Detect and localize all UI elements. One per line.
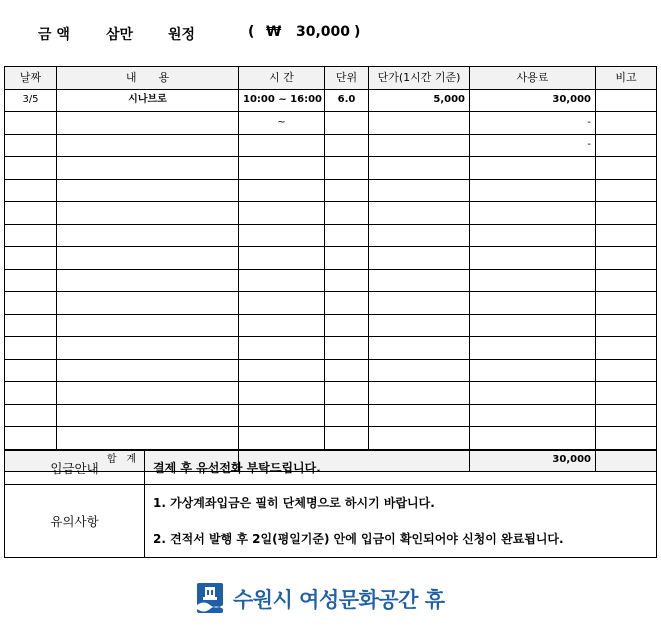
table-row: [5, 134, 657, 157]
empty-cell: [57, 157, 239, 180]
amount-hangul-2: 원정: [168, 27, 196, 43]
empty-cell: [369, 202, 470, 225]
empty-cell: [470, 269, 596, 292]
empty-cell: [369, 292, 470, 315]
empty-cell: [239, 157, 325, 180]
empty-cell: [596, 157, 657, 180]
empty-cell: [239, 314, 325, 337]
cell-unit-price: [369, 112, 470, 135]
empty-cell: [5, 202, 57, 225]
empty-cell: [369, 404, 470, 427]
empty-cell: [57, 427, 239, 450]
table-row: [5, 337, 657, 360]
empty-cell: [5, 179, 57, 202]
empty-cell: [5, 269, 57, 292]
cell-remark: [596, 89, 657, 112]
empty-cell: [369, 314, 470, 337]
empty-cell: [57, 247, 239, 270]
cell-unit: [325, 134, 369, 157]
empty-cell: [369, 157, 470, 180]
header-time: 시 간: [239, 67, 325, 90]
cell-date: 3/5: [5, 89, 57, 112]
empty-cell: [5, 427, 57, 450]
header-remark: 비고: [596, 67, 657, 90]
empty-cell: [325, 179, 369, 202]
empty-cell: [57, 404, 239, 427]
empty-cell: [369, 179, 470, 202]
header-unit-price: 단가(1시간 기준): [369, 67, 470, 90]
empty-cell: [470, 337, 596, 360]
empty-cell: [239, 269, 325, 292]
table-row: [5, 224, 657, 247]
cell-date: [5, 134, 57, 157]
notice-label: 유의사항: [5, 485, 145, 558]
empty-cell: [596, 359, 657, 382]
header-unit: 단위: [325, 67, 369, 90]
table-row: [5, 112, 657, 135]
empty-cell: [5, 359, 57, 382]
payment-row: [5, 451, 657, 485]
empty-cell: [596, 292, 657, 315]
empty-cell: [239, 247, 325, 270]
empty-cell: [596, 337, 657, 360]
cell-content: [57, 112, 239, 135]
cell-time: [239, 134, 325, 157]
table-row: [5, 269, 657, 292]
empty-cell: [596, 224, 657, 247]
empty-cell: [470, 292, 596, 315]
empty-cell: [325, 247, 369, 270]
cell-fee: -: [470, 112, 596, 135]
notice-item: 1. 가상계좌입금은 필히 단체명으로 하시기 바랍니다.: [153, 496, 435, 510]
empty-cell: [470, 202, 596, 225]
empty-cell: [470, 157, 596, 180]
amount-paren-open: (: [248, 24, 255, 40]
empty-cell: [57, 382, 239, 405]
usage-table: [4, 66, 657, 472]
total-value: 30,000: [470, 449, 596, 471]
empty-cell: [596, 427, 657, 450]
empty-cell: [369, 337, 470, 360]
cell-remark: [596, 112, 657, 135]
notice-text: [145, 485, 657, 558]
table-row: [5, 247, 657, 270]
cell-time: 10:00 ~ 16:00: [239, 89, 325, 112]
cell-content: 시나브로: [57, 89, 239, 112]
empty-cell: [239, 382, 325, 405]
empty-cell: [369, 224, 470, 247]
info-table: [4, 450, 657, 558]
org-name: 수원시 여성문화공간 휴: [233, 588, 445, 612]
cell-content: [57, 134, 239, 157]
table-row: [5, 427, 657, 450]
empty-cell: [57, 359, 239, 382]
empty-rows: [5, 157, 657, 450]
total-label: 합 계: [5, 449, 239, 471]
empty-cell: [325, 359, 369, 382]
empty-cell: [325, 224, 369, 247]
header-content: 내 용: [57, 67, 239, 90]
empty-cell: [470, 224, 596, 247]
empty-cell: [596, 382, 657, 405]
empty-cell: [470, 314, 596, 337]
empty-cell: [239, 292, 325, 315]
empty-cell: [596, 247, 657, 270]
empty-cell: [470, 359, 596, 382]
empty-cell: [596, 314, 657, 337]
empty-cell: [325, 202, 369, 225]
empty-cell: [5, 404, 57, 427]
cell-time: ~: [239, 112, 325, 135]
cell-unit-price: [369, 134, 470, 157]
header-fee: 사용료: [470, 67, 596, 90]
empty-cell: [325, 337, 369, 360]
table-header-row: [5, 67, 657, 90]
empty-cell: [470, 427, 596, 450]
empty-cell: [5, 224, 57, 247]
amount-line: [0, 24, 661, 46]
empty-cell: [57, 179, 239, 202]
empty-cell: [239, 224, 325, 247]
table-row: [5, 89, 657, 112]
header-date: 날짜: [5, 67, 57, 90]
payment-text: 결제 후 유선전화 부탁드립니다.: [145, 451, 657, 485]
cell-date: [5, 112, 57, 135]
empty-cell: [5, 292, 57, 315]
payment-label: 입금안내: [5, 451, 145, 485]
empty-cell: [57, 314, 239, 337]
empty-cell: [5, 247, 57, 270]
empty-cell: [325, 269, 369, 292]
tower-wave-icon: [196, 583, 226, 615]
notice-item: 2. 견적서 발행 후 2일(평일기준) 안에 입금이 확인되어야 신청이 완료됩니다.: [153, 532, 564, 546]
amount-hangul-1: 삼만: [106, 27, 134, 43]
empty-cell: [5, 157, 57, 180]
amount-label: 금 액: [38, 27, 70, 43]
notice-row: [5, 485, 657, 558]
cell-fee: -: [470, 134, 596, 157]
empty-cell: [57, 202, 239, 225]
table-row: [5, 292, 657, 315]
empty-cell: [325, 292, 369, 315]
empty-cell: [57, 337, 239, 360]
empty-cell: [596, 179, 657, 202]
empty-cell: [325, 404, 369, 427]
empty-cell: [325, 314, 369, 337]
empty-cell: [470, 404, 596, 427]
empty-cell: [239, 404, 325, 427]
amount-currency: ₩: [266, 24, 282, 40]
empty-cell: [369, 382, 470, 405]
empty-cell: [325, 157, 369, 180]
empty-cell: [5, 337, 57, 360]
empty-cell: [369, 359, 470, 382]
empty-cell: [596, 404, 657, 427]
empty-cell: [470, 179, 596, 202]
table-row: [5, 179, 657, 202]
table-row: [5, 359, 657, 382]
empty-cell: [596, 269, 657, 292]
table-row: [5, 382, 657, 405]
empty-cell: [369, 269, 470, 292]
empty-cell: [239, 427, 325, 450]
amount-number: 30,000: [296, 24, 351, 40]
empty-cell: [57, 269, 239, 292]
table-row: [5, 202, 657, 225]
table-row: [5, 157, 657, 180]
cell-unit: [325, 112, 369, 135]
cell-unit: 6.0: [325, 89, 369, 112]
table-row: [5, 314, 657, 337]
empty-cell: [239, 337, 325, 360]
empty-cell: [5, 314, 57, 337]
amount-paren-close: ): [354, 24, 361, 40]
empty-cell: [57, 224, 239, 247]
empty-cell: [470, 247, 596, 270]
empty-cell: [369, 247, 470, 270]
cell-remark: [596, 134, 657, 157]
cell-fee: 30,000: [470, 89, 596, 112]
empty-cell: [470, 382, 596, 405]
empty-cell: [57, 292, 239, 315]
table-row: [5, 404, 657, 427]
empty-cell: [239, 359, 325, 382]
empty-cell: [596, 202, 657, 225]
empty-cell: [369, 427, 470, 450]
cell-unit-price: 5,000: [369, 89, 470, 112]
empty-cell: [239, 179, 325, 202]
empty-cell: [325, 382, 369, 405]
empty-cell: [325, 427, 369, 450]
empty-cell: [5, 382, 57, 405]
empty-cell: [239, 202, 325, 225]
